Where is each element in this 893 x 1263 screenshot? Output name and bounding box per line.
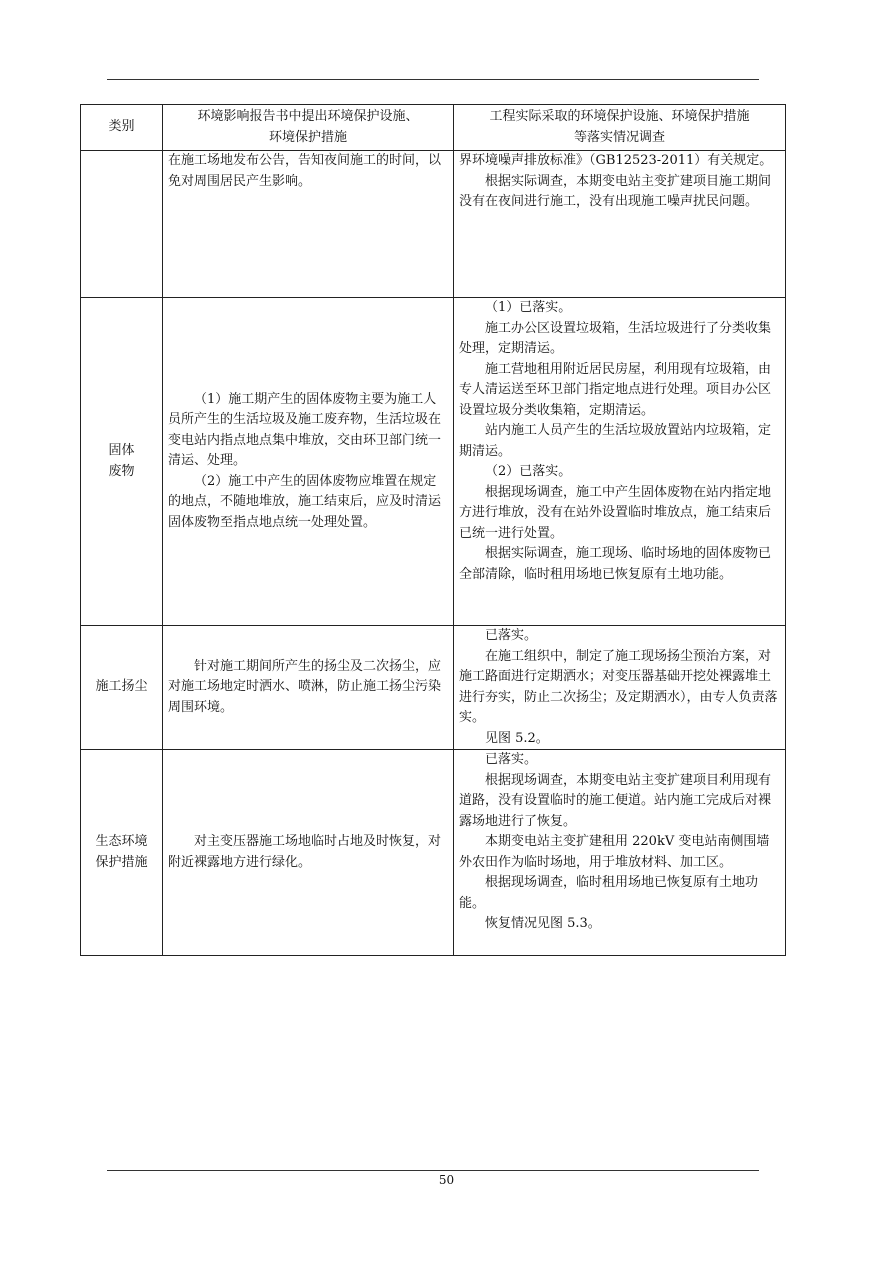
paragraph: 根据现场调查，施工中产生固体废物在站内指定地方进行堆放，没有在站外设置临时堆放点，施工结束后已统一进行处置。 xyxy=(459,484,772,541)
paragraph: 施工营地租用附近居民房屋，利用现有垃圾箱，由专人清运送至环卫部门指定地点进行处理。项目办公区设置垃圾分类收集箱，定期清运。 xyxy=(459,361,772,418)
header-line: 环境影响报告书中提出环境保护设施、 xyxy=(197,109,419,124)
paragraph: 在施工组织中，制定了施工现场扬尘预治方案，对施工路面进行定期洒水；对变压器基础开挖处裸露堆土进行夯实，防止二次扬尘；及定期洒水），由专人负责落实。 xyxy=(459,648,778,725)
page-number: 50 xyxy=(438,1173,455,1187)
header-proposed-measures xyxy=(163,105,454,151)
table-row xyxy=(81,151,786,298)
category-line: 生态环境 xyxy=(95,834,148,849)
paragraph: 对主变压器施工场地临时占地及时恢复，对附近裸露地方进行绿化。 xyxy=(168,834,442,870)
paragraph: 恢复情况见图 5.3。 xyxy=(485,916,601,931)
header-line: 等落实情况调查 xyxy=(573,129,665,145)
table-row xyxy=(81,626,786,750)
row-implementation xyxy=(454,298,786,626)
table-row xyxy=(81,298,786,626)
paragraph: 已落实。 xyxy=(485,752,538,767)
paragraph: 根据实际调查，施工现场、临时场地的固体废物已全部清除，临时租用场地已恢复原有土地功能。 xyxy=(459,546,772,582)
paragraph: 根据现场调查，本期变电站主变扩建项目利用现有道路，没有设置临时的施工便道。站内施工完成后对裸露场地进行了恢复。 xyxy=(459,772,772,829)
row-measures xyxy=(163,750,454,956)
paragraph: （2）施工中产生的固体废物应堆置在规定的地点，不随地堆放，施工结束后，应及时清运固体废物至指点地点统一处理处置。 xyxy=(168,473,442,530)
header-category: 类别 xyxy=(81,105,163,151)
paragraph: （1）已落实。 xyxy=(485,300,572,315)
table-header-row xyxy=(81,105,786,151)
measures-table xyxy=(80,104,786,956)
paragraph: 根据现场调查，临时租用场地已恢复原有土地功能。 xyxy=(459,875,759,911)
paragraph: 根据实际调查，本期变电站主变扩建项目施工期间没有在夜间进行施工，没有出现施工噪声扰民问题。 xyxy=(459,173,772,209)
paragraph: 界环境噪声排放标准》（GB12523-2011）有关规定。 xyxy=(459,153,773,168)
row-measures xyxy=(163,626,454,750)
row-measures xyxy=(163,151,454,298)
row-implementation xyxy=(454,626,786,750)
category-line: 固体 xyxy=(108,443,135,458)
paragraph: 在施工场地发布公告，告知夜间施工的时间，以免对周围居民产生影响。 xyxy=(168,153,442,189)
category-line: 废物 xyxy=(108,463,135,479)
table-row xyxy=(81,750,786,956)
row-category xyxy=(81,151,163,298)
category-line: 保护措施 xyxy=(95,854,148,870)
paragraph: 针对施工期间所产生的扬尘及二次扬尘，应对施工场地定时洒水、喷淋，防止施工扬尘污染周围环境。 xyxy=(168,658,442,715)
header-implementation xyxy=(454,105,786,151)
header-rule xyxy=(107,79,759,80)
paragraph: 已落实。 xyxy=(485,628,538,643)
header-line: 工程实际采取的环境保护设施、环境保护措施 xyxy=(489,109,750,124)
row-measures xyxy=(163,298,454,626)
paragraph: 见图 5.2。 xyxy=(485,730,549,746)
paragraph: 站内施工人员产生的生活垃圾放置站内垃圾箱，定期清运。 xyxy=(459,423,772,459)
row-implementation xyxy=(454,151,786,298)
category-line: 施工扬尘 xyxy=(95,679,148,695)
row-category xyxy=(81,626,163,750)
row-category xyxy=(81,298,163,626)
footer-rule xyxy=(107,1170,759,1171)
row-implementation xyxy=(454,750,786,956)
paragraph: （1）施工期产生的固体废物主要为施工人员所产生的生活垃圾及施工废弃物，生活垃圾在变电站内指点地点集中堆放，交由环卫部门统一清运、处理。 xyxy=(168,391,442,469)
row-category xyxy=(81,750,163,956)
paragraph: （2）已落实。 xyxy=(485,464,572,479)
paragraph: 施工办公区设置垃圾箱，生活垃圾进行了分类收集处理，定期清运。 xyxy=(459,320,772,356)
paragraph: 本期变电站主变扩建租用 220kV 变电站南侧围墙外农田作为临时场地，用于堆放材料、加工区。 xyxy=(459,834,770,870)
header-line: 环境保护措施 xyxy=(268,129,347,145)
